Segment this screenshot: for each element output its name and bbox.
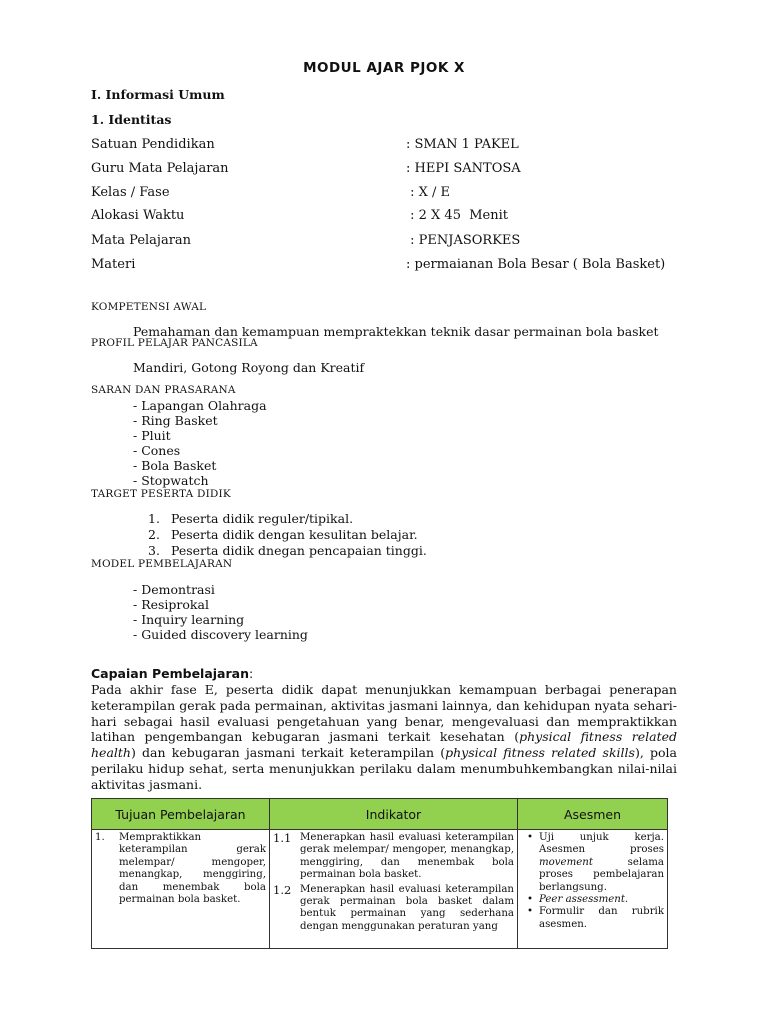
asesmen-item bbox=[521, 906, 664, 931]
list-text: Peserta didik dnegan pencapaian tinggi. bbox=[171, 543, 427, 558]
indikator-text: Menerapkan hasil evaluasi keterampilan gerak permainan bola basket dalam bentuk permainan yang sederhana dengan menggunakan peraturan yang bbox=[300, 883, 514, 932]
list-item: - Lapangan Olahraga bbox=[133, 398, 267, 413]
indikator-number: 1.1 bbox=[273, 832, 292, 845]
identitas-value: : 2 X 45 Menit bbox=[406, 208, 509, 223]
model-list bbox=[133, 582, 308, 642]
tujuan-item bbox=[95, 832, 266, 906]
list-item bbox=[148, 527, 427, 543]
page-title: MODUL AJAR PJOK X bbox=[303, 60, 465, 76]
table-row bbox=[92, 830, 668, 949]
asesmen-text-part: Uji unjuk kerja. Asesmen proses bbox=[539, 832, 664, 856]
list-item: - Guided discovery learning bbox=[133, 627, 308, 642]
list-number: 2. bbox=[148, 527, 160, 542]
list-item bbox=[148, 543, 427, 559]
tujuan-number: 1. bbox=[95, 832, 105, 843]
table-header-tujuan: Tujuan Pembelajaran bbox=[92, 799, 270, 830]
list-item: - Stopwatch bbox=[133, 473, 209, 488]
target-list bbox=[148, 511, 427, 559]
table-cell-tujuan bbox=[92, 830, 270, 949]
capaian-italic: physical fitness related health bbox=[91, 729, 678, 761]
capaian-italic: physical fitness related skills bbox=[445, 745, 635, 761]
list-number: 1. bbox=[148, 511, 160, 526]
kompetensi-awal-text: Pemahaman dan kemampuan mempraktekkan teknik dasar permainan bola basket bbox=[133, 324, 659, 339]
indikator-number: 1.2 bbox=[273, 882, 292, 897]
capaian-heading-text: Capaian Pembelajaran bbox=[91, 666, 249, 681]
capaian-text: Pada akhir fase E, peserta didik dapat menunjukkan kemampuan berbagai penerapan keterampilan gerak pada permainan, aktivitas jasmani lainnya, dan kehidupan nyata sehari-hari sebagai hasil evaluasi pengetahuan yang benar, mengevaluasi dan mempraktikkan latihan pengembangan kebugaran jasmani terkait kesehatan ( bbox=[91, 682, 677, 745]
identitas-label: Satuan Pendidikan bbox=[91, 137, 215, 152]
identitas-label: Kelas / Fase bbox=[91, 185, 170, 200]
list-item: - Inquiry learning bbox=[133, 612, 245, 627]
capaian-colon: : bbox=[249, 666, 254, 681]
asesmen-item bbox=[521, 832, 664, 894]
kompetensi-awal-heading: KOMPETENSI AWAL bbox=[91, 301, 207, 313]
asesmen-text-part: selama proses pembelajaran berlangsung. bbox=[539, 856, 664, 893]
profil-pelajar-heading: PROFIL PELAJAR PANCASILA bbox=[91, 337, 258, 349]
table-header-asesmen: Asesmen bbox=[518, 799, 668, 830]
list-item: - Bola Basket bbox=[133, 458, 217, 473]
identitas-value: : SMAN 1 PAKEL bbox=[406, 137, 519, 152]
sarana-list bbox=[133, 398, 267, 488]
identitas-label: Materi bbox=[91, 257, 136, 272]
table-cell-asesmen bbox=[518, 830, 668, 949]
subsection-heading-identitas: 1. Identitas bbox=[91, 112, 172, 127]
learning-objectives-table bbox=[91, 798, 668, 949]
identitas-value: : X / E bbox=[406, 185, 451, 200]
target-heading: TARGET PESERTA DIDIK bbox=[91, 488, 231, 500]
list-item: - Demontrasi bbox=[133, 582, 215, 597]
table-cell-indikator bbox=[270, 830, 518, 949]
list-item: - Pluit bbox=[133, 428, 171, 443]
bullet-icon: • bbox=[526, 832, 533, 843]
section-heading-informasi-umum: I. Informasi Umum bbox=[91, 87, 225, 102]
list-number: 3. bbox=[148, 543, 160, 558]
indikator-item bbox=[273, 884, 514, 934]
identitas-value: : PENJASORKES bbox=[406, 233, 521, 248]
asesmen-italic: Peer assessment. bbox=[539, 894, 629, 906]
profil-pelajar-text: Mandiri, Gotong Royong dan Kreatif bbox=[133, 360, 365, 375]
tujuan-text: Mempraktikkan keterampilan gerak melempar/ mengoper, menangkap, menggiring, dan menembak bola permainan bola basket. bbox=[119, 832, 266, 906]
asesmen-text bbox=[539, 832, 664, 894]
asesmen-item bbox=[521, 894, 664, 906]
table-header-indikator: Indikator bbox=[270, 799, 518, 830]
identitas-label: Mata Pelajaran bbox=[91, 233, 192, 248]
identitas-value: : HEPI SANTOSA bbox=[406, 161, 521, 176]
identitas-label: Guru Mata Pelajaran bbox=[91, 161, 229, 176]
capaian-paragraph bbox=[91, 682, 677, 793]
indikator-item bbox=[273, 832, 514, 882]
list-item: - Cones bbox=[133, 443, 181, 458]
bullet-icon: • bbox=[526, 906, 533, 918]
asesmen-text: Formulir dan rubrik asesmen. bbox=[539, 906, 664, 930]
list-item: - Ring Basket bbox=[133, 413, 218, 428]
table-header-row bbox=[92, 799, 668, 830]
list-text: Peserta didik dengan kesulitan belajar. bbox=[171, 527, 418, 542]
identitas-value: : permaianan Bola Besar ( Bola Basket) bbox=[406, 257, 666, 272]
list-item: - Resiprokal bbox=[133, 597, 209, 612]
bullet-icon: • bbox=[526, 894, 533, 906]
capaian-text: ) dan kebugaran jasmani terkait keterampilan ( bbox=[130, 745, 446, 761]
list-text: Peserta didik reguler/tipikal. bbox=[171, 511, 354, 526]
asesmen-italic: movement bbox=[539, 856, 593, 868]
list-item bbox=[148, 511, 427, 527]
identitas-label: Alokasi Waktu bbox=[91, 208, 185, 223]
capaian-text: ), pola perilaku hidup sehat, serta menunjukkan perilaku dalam menumbuhkembangkan nilai-nilai aktivitas jasmani. bbox=[91, 745, 677, 792]
indikator-text: Menerapkan hasil evaluasi keterampilan gerak melempar/ mengoper, menangkap, menggiring, dan menembak bola permainan bola basket. bbox=[300, 832, 514, 881]
sarana-heading: SARAN DAN PRASARANA bbox=[91, 384, 236, 396]
model-heading: MODEL PEMBELAJARAN bbox=[91, 558, 233, 570]
capaian-heading bbox=[91, 666, 253, 681]
